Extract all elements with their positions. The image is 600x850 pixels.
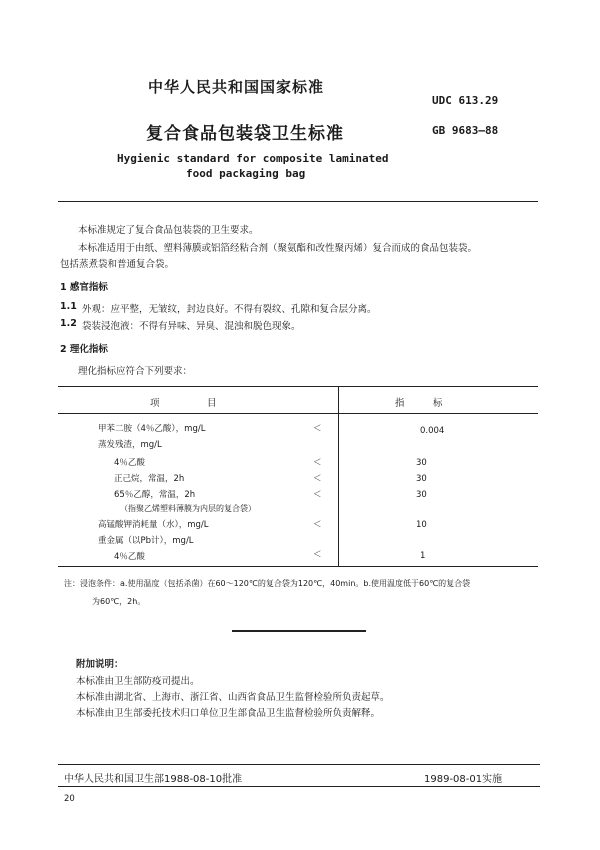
table-row-operator: ＜: [313, 474, 322, 484]
english-title-line-1: Hygienic standard for composite laminated: [117, 152, 389, 165]
table-row-item: 重金属（以Pb计），mg/L: [98, 536, 194, 546]
udc-code: UDC 613.29: [432, 94, 499, 107]
table-bottom-border: [58, 566, 538, 567]
table-note-line-2: 为60℃，2h。: [92, 597, 146, 606]
table-column-divider: [338, 387, 339, 566]
table-row-item: 高锰酸钾消耗量（水），mg/L: [98, 520, 209, 530]
table-header-index: 指 标: [395, 398, 443, 409]
section-2-heading: 2 理化指标: [60, 344, 108, 355]
table-top-border: [58, 386, 538, 387]
appendix-line-1: 本标准由卫生部防疫司提出。: [76, 676, 200, 687]
intro-paragraph-1: 本标准规定了复合食品包装袋的卫生要求。: [78, 225, 259, 236]
table-header-item: 项 目: [150, 398, 217, 409]
table-row-item: 正己烷，常温，2h: [114, 474, 185, 484]
appendix-heading: 附加说明：: [76, 659, 124, 670]
table-row-item: 甲苯二胺（4％乙酸），mg/L: [98, 424, 206, 434]
intro-paragraph-2-cont: 包括蒸煮袋和普通复合袋。: [60, 259, 175, 270]
table-header-border: [58, 413, 538, 414]
page-number: 20: [64, 794, 75, 804]
appendix-line-2: 本标准由湖北省、上海市、浙江省、山西省食品卫生监督检验所负责起草。: [76, 692, 390, 703]
table-row-value: 1: [420, 551, 426, 561]
footer-bottom-border: [58, 786, 540, 787]
clause-1-1-number: 1.1: [60, 301, 77, 312]
page-title: 复合食品包装袋卫生标准: [146, 124, 344, 144]
clause-1-2-number: 1.2: [60, 318, 77, 329]
table-row-item: （指聚乙烯塑料薄膜为内层的复合袋）: [120, 504, 256, 513]
table-row-value: 30: [416, 490, 427, 500]
effective-date: 1989-08-01实施: [424, 774, 503, 785]
appendix-line-3: 本标准由卫生部委托技术归口单位卫生部食品卫生监督检验所负责解释。: [76, 708, 381, 719]
table-row-value: 30: [416, 474, 427, 484]
table-row-item: 4％乙酸: [114, 458, 145, 468]
section-2-intro: 理化指标应符合下列要求：: [78, 366, 193, 377]
table-row-operator: ＜: [313, 458, 322, 468]
table-row-item: 4％乙酸: [114, 552, 145, 562]
english-title-line-2: food packaging bag: [186, 167, 306, 180]
footer-top-border: [58, 764, 540, 765]
header-divider: [58, 201, 538, 202]
table-row-item: 65％乙醇，常温，2h: [114, 490, 196, 500]
table-row-operator: ＜: [313, 424, 322, 434]
clause-1-2-text: 袋装浸泡液：不得有异味、异臭、混浊和脱色现象。: [82, 321, 301, 332]
table-row-operator: ＜: [313, 490, 322, 500]
section-divider: [232, 630, 366, 632]
intro-paragraph-2: 本标准适用于由纸、塑料薄膜或铝箔经粘合剂（聚氨酯和改性聚丙烯）复合而成的食品包装袋。: [78, 243, 478, 254]
table-row-value: 0.004: [420, 426, 445, 436]
standard-number: GB 9683—88: [432, 124, 499, 137]
table-row-value: 10: [416, 520, 427, 530]
clause-1-1-text: 外观：应平整，无皱纹，封边良好。不得有裂纹、孔隙和复合层分离。: [82, 304, 377, 315]
table-row-value: 30: [416, 458, 427, 468]
table-row-operator: ＜: [313, 520, 322, 530]
table-row-item: 蒸发残渣，mg/L: [98, 440, 162, 450]
issuer-heading: 中华人民共和国国家标准: [148, 78, 325, 96]
table-note-line-1: 注：浸泡条件：a.使用温度（包括杀菌）在60～120℃的复合袋为120℃，40min。b.使用温度低于60℃的复合袋: [64, 579, 471, 588]
table-row-operator: ＜: [313, 550, 322, 560]
approval-statement: 中华人民共和国卫生部1988-08-10批准: [64, 774, 243, 785]
section-1-heading: 1 感官指标: [60, 282, 108, 293]
